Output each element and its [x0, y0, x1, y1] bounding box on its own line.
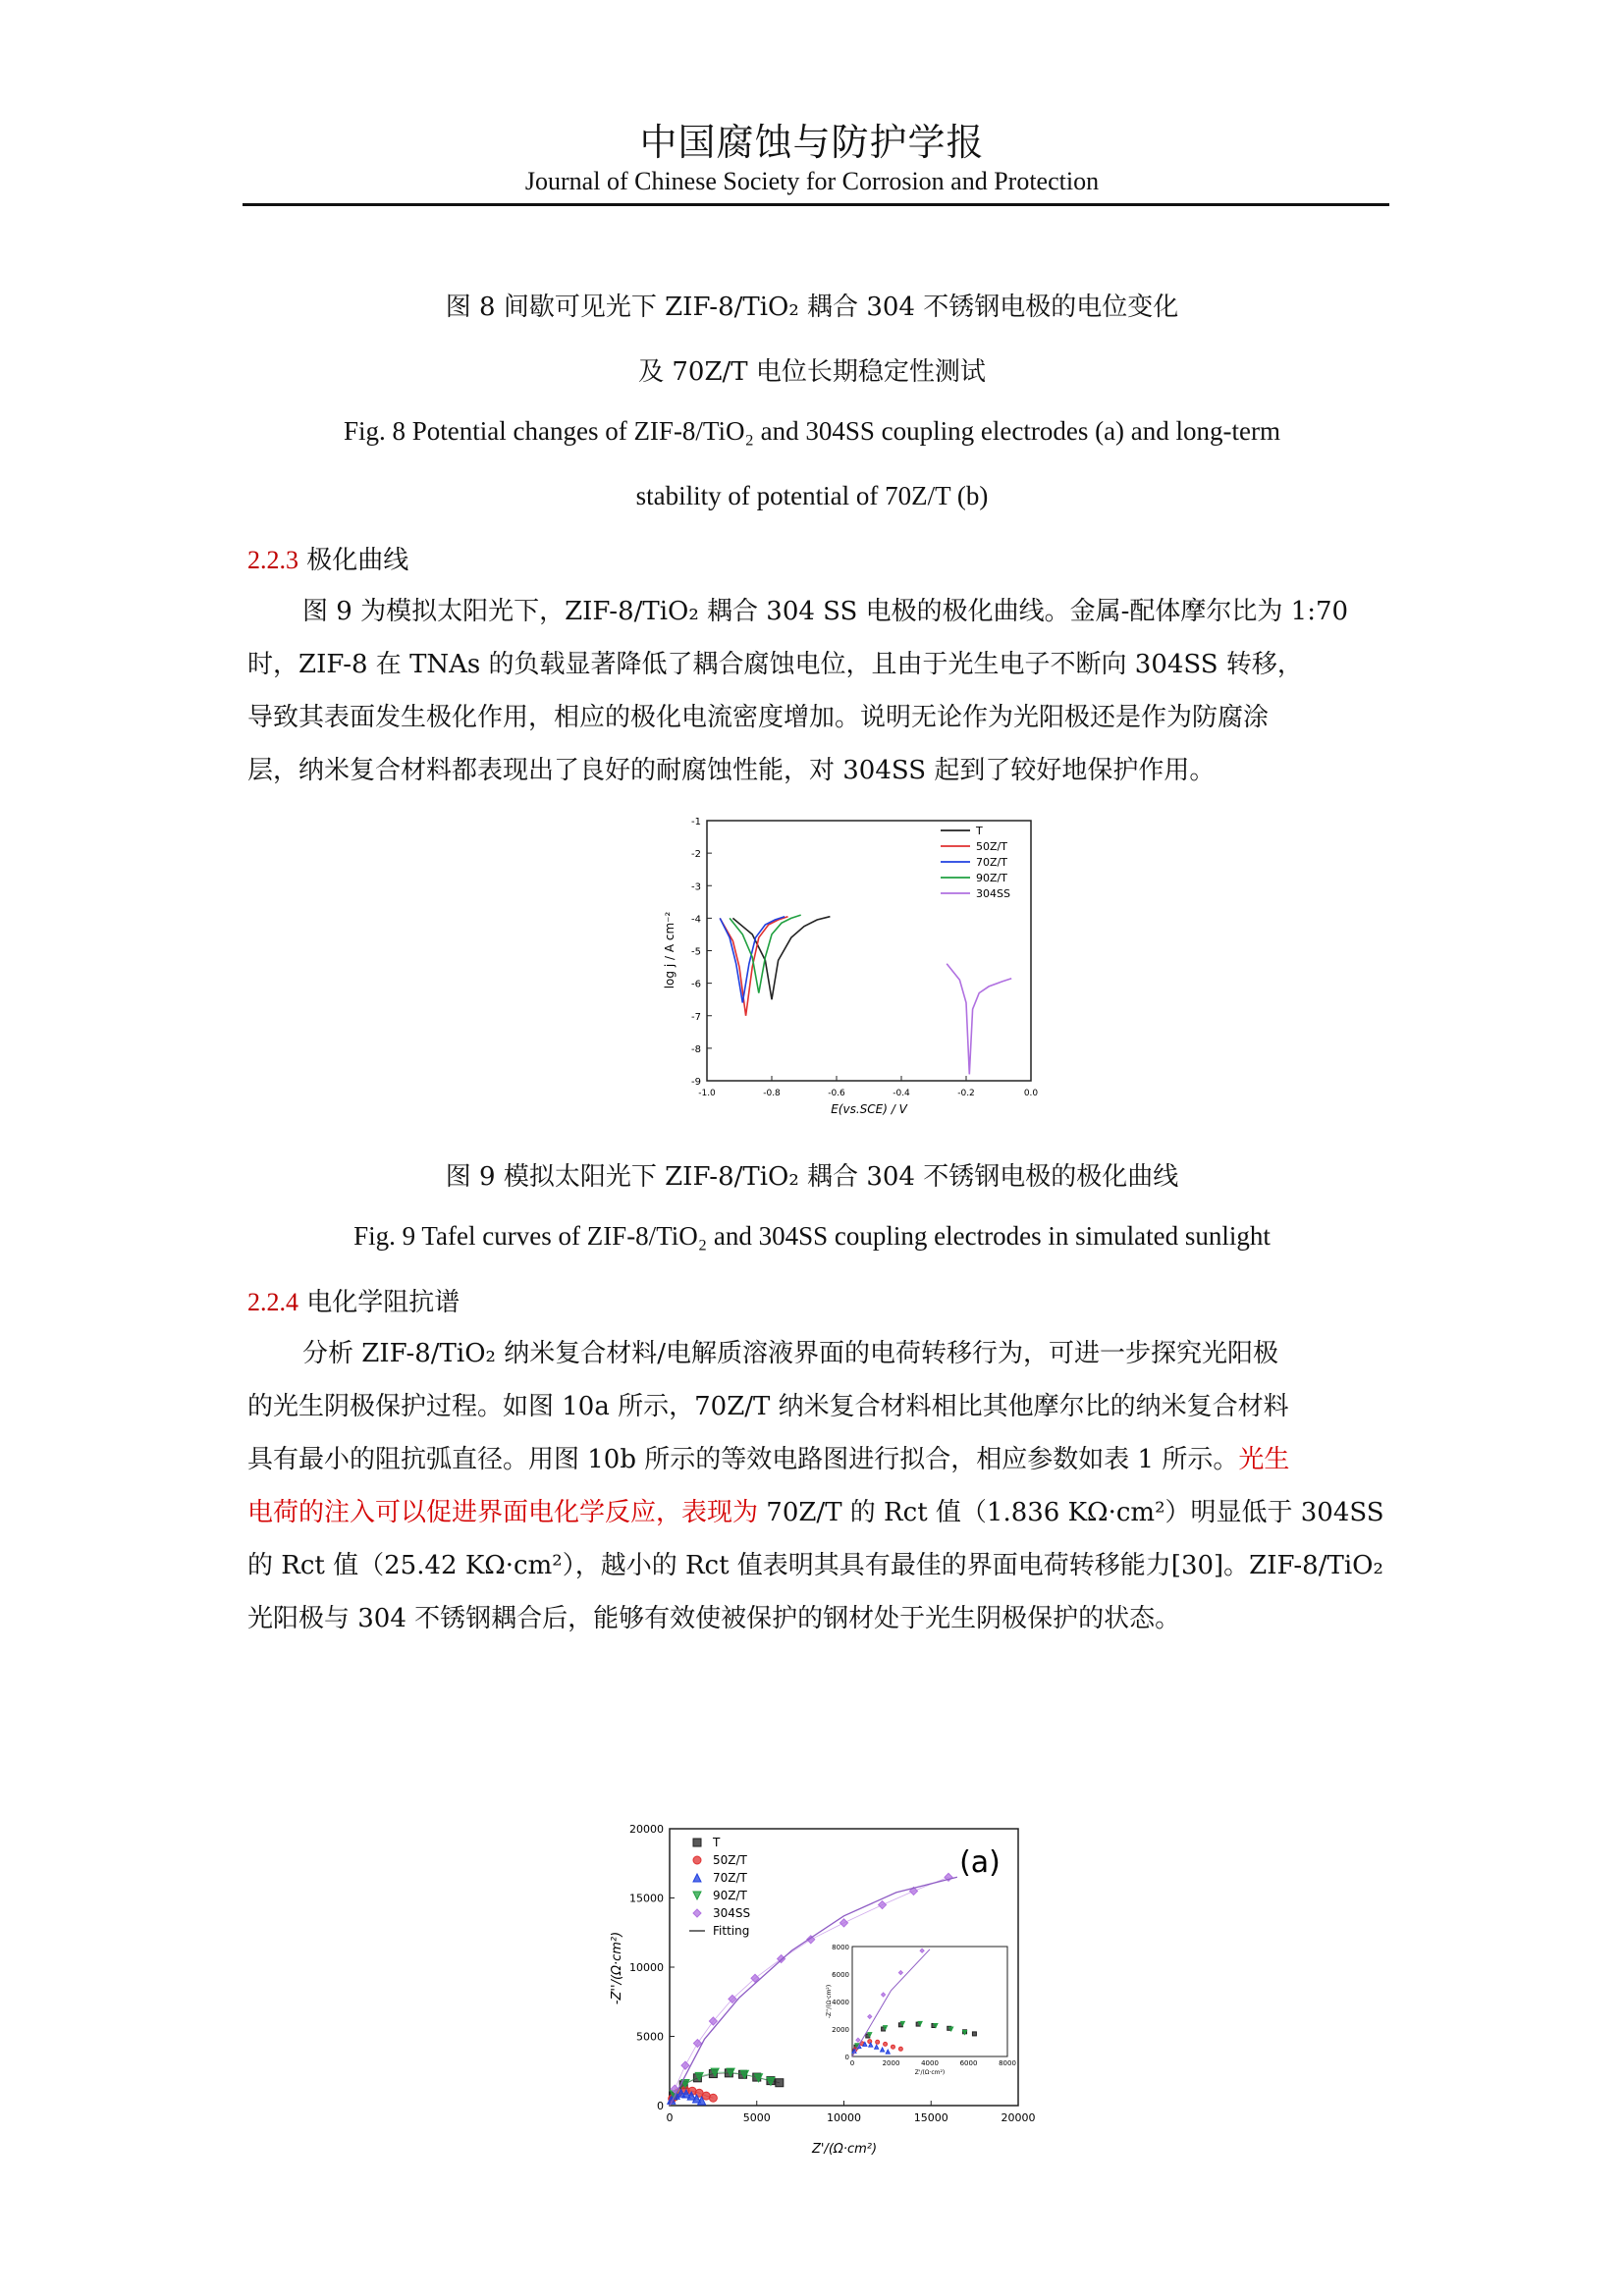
y-tick-label: -1 [691, 817, 701, 828]
y-tick-label: -9 [691, 1077, 701, 1088]
fig8-caption-en-2: stability of potential of 70Z/T (b) [635, 481, 989, 510]
x-axis-label: Z'/(Ω·cm²) [811, 2142, 878, 2157]
y-ticks [691, 817, 712, 1088]
y-tick-label: -2 [691, 849, 701, 861]
series-line-90z-t [730, 915, 801, 993]
legend-swatch [693, 1892, 701, 1899]
inset-frame [852, 1947, 1007, 2056]
legend-swatch [693, 1839, 701, 1846]
y-axis-label: log j / A cm⁻² [663, 911, 677, 989]
inset-y-tick-label: 6000 [832, 1971, 849, 1979]
series-group [720, 915, 1011, 1074]
legend-swatch [693, 1856, 701, 1864]
fig8-caption-en-1: Fig. 8 Potential changes of ZIF-8/TiO₂ and 304SS coupling electrodes (a) and long-term [343, 416, 1281, 446]
para2-line-4 [247, 1486, 1386, 1539]
y-ticks [629, 1823, 675, 2112]
fig8-caption-cn-2: 及 70Z/T 电位长期稳定性测试 [638, 357, 986, 387]
fig9-caption-cn: 图 9 模拟太阳光下 ZIF-8/TiO₂ 耦合 304 不锈钢电极的极化曲线 [445, 1162, 1179, 1192]
x-tick-label: 20000 [1001, 2111, 1036, 2124]
y-tick-label: -4 [691, 914, 701, 926]
y-tick-label: 0 [657, 2100, 664, 2112]
legend-label: 70Z/T [713, 1871, 747, 1885]
fig10a-nyquist-chart [599, 1821, 1051, 2160]
inset-x-tick-label: 8000 [999, 2059, 1016, 2067]
y-tick-label: 15000 [629, 1892, 664, 1905]
section-title: 极化曲线 [306, 546, 409, 575]
fig9-caption-en: Fig. 9 Tafel curves of ZIF-8/TiO₂ and 304SS coupling electrodes in simulated sunlight [353, 1221, 1271, 1251]
y-tick-label: -7 [691, 1011, 701, 1023]
panel-label: (a) [959, 1845, 1001, 1880]
section-number: 2.2.3 [247, 546, 298, 574]
para2-line-3 [247, 1433, 1386, 1486]
inset-x-tick-label: 4000 [921, 2059, 939, 2067]
inset-point-50z-t [891, 2045, 894, 2049]
legend-label: T [976, 825, 983, 837]
paragraph-eis [247, 1327, 1386, 1645]
para1-line-4: 层，纳米复合材料都表现出了良好的耐腐蚀性能，对 304SS 起到了较好地保护作用。 [247, 756, 1216, 785]
para2-line-1: 分析 ZIF-8/TiO₂ 纳米复合材料/电解质溶液界面的电荷转移行为，可进一步探究光阳极 [302, 1339, 1278, 1368]
paragraph-polarization [247, 585, 1386, 797]
x-tick-label: -0.2 [957, 1089, 975, 1098]
x-tick-label: -1.0 [698, 1089, 716, 1098]
inset-x-tick-label: 2000 [882, 2059, 900, 2067]
header-rule [243, 203, 1389, 206]
fig8-caption-cn-1: 图 8 间歇可见光下 ZIF-8/TiO₂ 耦合 304 不锈钢电极的电位变化 [445, 293, 1179, 322]
inset-y-tick-label: 8000 [832, 1944, 849, 1951]
legend-label: 304SS [713, 1906, 751, 1920]
para2-line-4-text: 70Z/T 的 Rct 值（1.836 KΩ·cm²）明显低于 304SS [758, 1498, 1384, 1527]
para2-line-5: 的 Rct 值（25.42 KΩ·cm²），越小的 Rct 值表明其具有最佳的界面电荷转移能力[30]。ZIF-8/TiO₂ [247, 1551, 1383, 1580]
inset-point-50z-t [898, 2047, 902, 2051]
x-tick-label: -0.6 [828, 1089, 845, 1098]
fig9-tafel-chart [648, 813, 1060, 1127]
x-tick-label: -0.8 [763, 1089, 781, 1098]
point-304ss [879, 1901, 887, 1909]
point-304ss [681, 2061, 689, 2069]
series-line-t [732, 917, 830, 1000]
inset-point-50z-t [884, 2042, 888, 2046]
legend [941, 825, 1010, 900]
legend-label: T [713, 1836, 721, 1849]
inset-y-tick-label: 0 [844, 2054, 849, 2061]
inset-point-t [972, 2032, 976, 2036]
x-tick-label: 15000 [913, 2111, 948, 2124]
inset-y-tick-label: 4000 [832, 1999, 849, 2006]
para2-line-6: 光阳极与 304 不锈钢耦合后，能够有效使被保护的钢材处于光生阴极保护的状态。 [247, 1604, 1181, 1633]
inset-y-tick-label: 2000 [832, 2026, 849, 2034]
x-tick-label: 5000 [742, 2111, 771, 2124]
journal-title-en: Journal of Chinese Society for Corrosion and Protection [524, 167, 1100, 195]
legend-label: 90Z/T [713, 1889, 747, 1902]
x-tick-label: -0.4 [893, 1089, 910, 1098]
inset-plot [826, 1944, 1016, 2076]
y-tick-label: -8 [691, 1043, 701, 1055]
x-tick-label: 0.0 [1023, 1089, 1039, 1098]
legend-swatch [693, 1909, 701, 1917]
section-number: 2.2.4 [247, 1288, 298, 1316]
para1-line-2: 时，ZIF-8 在 TNAs 的负载显著降低了耦合腐蚀电位，且由于光生电子不断向 304SS 转移， [247, 650, 1303, 679]
x-ticks [667, 2101, 1036, 2124]
x-tick-label: 0 [666, 2111, 674, 2124]
inset-y-axis-label: -Z''/(Ω·cm²) [826, 1984, 833, 2019]
journal-title-cn: 中国腐蚀与防护学报 [639, 121, 985, 164]
para2-line-2: 的光生阴极保护过程。如图 10a 所示，70Z/T 纳米复合材料相比其他摩尔比的纳米复合材料 [247, 1392, 1289, 1421]
section-title: 电化学阻抗谱 [306, 1288, 460, 1317]
y-tick-label: 5000 [636, 2030, 664, 2044]
legend [689, 1836, 750, 1938]
para2-line-3-highlight: 光生 [1238, 1445, 1290, 1474]
inset-x-tick-label: 6000 [959, 2059, 978, 2067]
para1-line-3: 导致其表面发生极化作用，相应的极化电流密度增加。说明无论作为光阳极还是作为防腐涂 [247, 703, 1270, 732]
y-tick-label: -6 [691, 979, 701, 990]
inset-point-50z-t [876, 2040, 880, 2044]
legend-label: 70Z/T [976, 856, 1007, 869]
y-tick-label: -5 [691, 946, 701, 958]
series-line-304ss [947, 964, 1011, 1075]
inset-x-tick-label: 0 [849, 2059, 855, 2067]
legend-label: 50Z/T [976, 840, 1007, 853]
legend-label: Fitting [713, 1924, 750, 1938]
point-t [776, 2079, 784, 2087]
para2-line-4-highlight: 电荷的注入可以促进界面电化学反应，表现为 [247, 1498, 759, 1527]
point-50z-t [709, 2094, 717, 2102]
legend-swatch [693, 1874, 701, 1882]
point-304ss [840, 1919, 848, 1927]
x-ticks [698, 1076, 1038, 1098]
y-tick-label: -3 [691, 881, 701, 893]
para2-line-3-text: 具有最小的阻抗弧直径。用图 10b 所示的等效电路图进行拟合，相应参数如表 1 所示。 [247, 1445, 1239, 1474]
legend-label: 90Z/T [976, 872, 1007, 884]
x-axis-label: E(vs.SCE) / V [831, 1102, 907, 1116]
legend-label: 304SS [976, 887, 1010, 900]
x-tick-label: 10000 [827, 2111, 861, 2124]
legend-label: 50Z/T [713, 1853, 747, 1867]
section-heading-2-2-4 [247, 1282, 460, 1318]
y-tick-label: 10000 [629, 1961, 664, 1974]
inset-x-axis-label: Z'/(Ω·cm²) [914, 2069, 946, 2076]
para1-line-1: 图 9 为模拟太阳光下，ZIF-8/TiO₂ 耦合 304 SS 电极的极化曲线。金属-配体摩尔比为 1:70 [302, 597, 1349, 626]
y-tick-label: 20000 [629, 1823, 664, 1836]
section-heading-2-2-3 [247, 540, 408, 576]
point-304ss [778, 1955, 785, 1963]
y-axis-label: -Z''/(Ω·cm²) [610, 1931, 624, 2005]
